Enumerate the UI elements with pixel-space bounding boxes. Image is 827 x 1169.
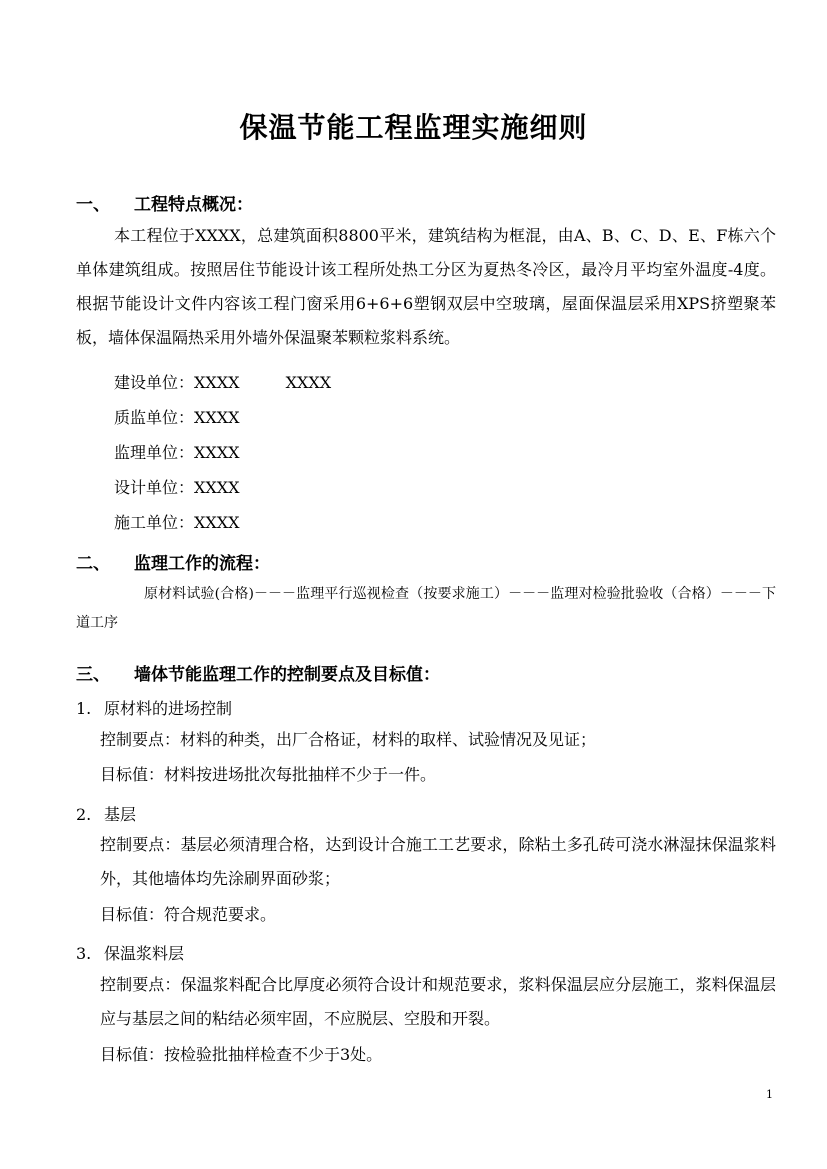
section-3-title: 墙体节能监理工作的控制要点及目标值： xyxy=(134,665,440,685)
control-point: 控制要点：材料的种类，出厂合格证，材料的取样、试验情况及见证； xyxy=(100,730,597,749)
list-item xyxy=(76,696,232,719)
list-item xyxy=(76,802,136,825)
unit-label: 质监单位：XXXX xyxy=(114,408,240,427)
list-item xyxy=(76,941,184,964)
unit-row xyxy=(114,475,240,498)
section-2-title: 监理工作的流程： xyxy=(134,554,270,574)
unit-row xyxy=(114,370,331,393)
unit-label: 建设单位：XXXX xyxy=(114,373,240,392)
item-number: 1. xyxy=(76,699,92,718)
unit-label: 施工单位：XXXX xyxy=(114,513,240,532)
item-number: 3. xyxy=(76,944,92,963)
unit-row xyxy=(114,510,240,533)
unit-label: 监理单位：XXXX xyxy=(114,443,240,462)
section-3-number: 三、 xyxy=(76,665,110,685)
page-number: 1 xyxy=(766,1088,773,1101)
unit-row xyxy=(114,440,240,463)
control-point: 控制要点：保温浆料配合比厚度必须符合设计和规范要求，浆料保温层应分层施工，浆料保温层应与基层之间的粘结必须牢固，不应脱层、空股和开裂。 xyxy=(100,975,776,1028)
target-value: 目标值：材料按进场批次每批抽样不少于一件。 xyxy=(100,765,437,784)
section-1-paragraph: 本工程位于XXXX，总建筑面积8800平米，建筑结构为框混，由A、B、C、D、E、F栋六个单体建筑组成。按照居住节能设计该工程所处热工分区为夏热冬冷区，最冷月平均室外温度-4度。根据节能设计文件内容该工程门窗采用6+6+6塑钢双层中空玻璃，屋面保温层采用XPS挤塑聚苯板，墙体保温隔热采用外墙外保温聚苯颗粒浆料系统。 xyxy=(76,226,776,347)
section-2-heading xyxy=(76,549,270,574)
section-1-number: 一、 xyxy=(76,195,110,215)
item-title: 保温浆料层 xyxy=(104,944,185,963)
target-value: 目标值：按检验批抽样检查不少于3处。 xyxy=(100,1045,383,1064)
section-1-heading xyxy=(76,190,253,215)
item-number: 2. xyxy=(76,805,92,824)
item-title: 原材料的进场控制 xyxy=(104,699,233,718)
control-point: 控制要点：基层必须清理合格，达到设计合施工工艺要求，除粘土多孔砖可浇水淋湿抹保温浆料外，其他墙体均先涂刷界面砂浆； xyxy=(100,835,776,888)
section-1-title: 工程特点概况： xyxy=(134,195,253,215)
unit-extra: XXXX xyxy=(285,373,332,392)
target-value: 目标值：符合规范要求。 xyxy=(100,905,277,924)
unit-label: 设计单位：XXXX xyxy=(114,478,240,497)
workflow-text: 原材料试验(合格)－－－监理平行巡视检查（按要求施工）－－－监理对检验批验收（合格）－－－下道工序 xyxy=(76,586,776,631)
section-3-heading xyxy=(76,660,440,685)
section-2-number: 二、 xyxy=(76,554,110,574)
document-title: 保温节能工程监理实施细则 xyxy=(239,111,588,144)
item-title: 基层 xyxy=(104,805,137,824)
unit-row xyxy=(114,405,240,428)
